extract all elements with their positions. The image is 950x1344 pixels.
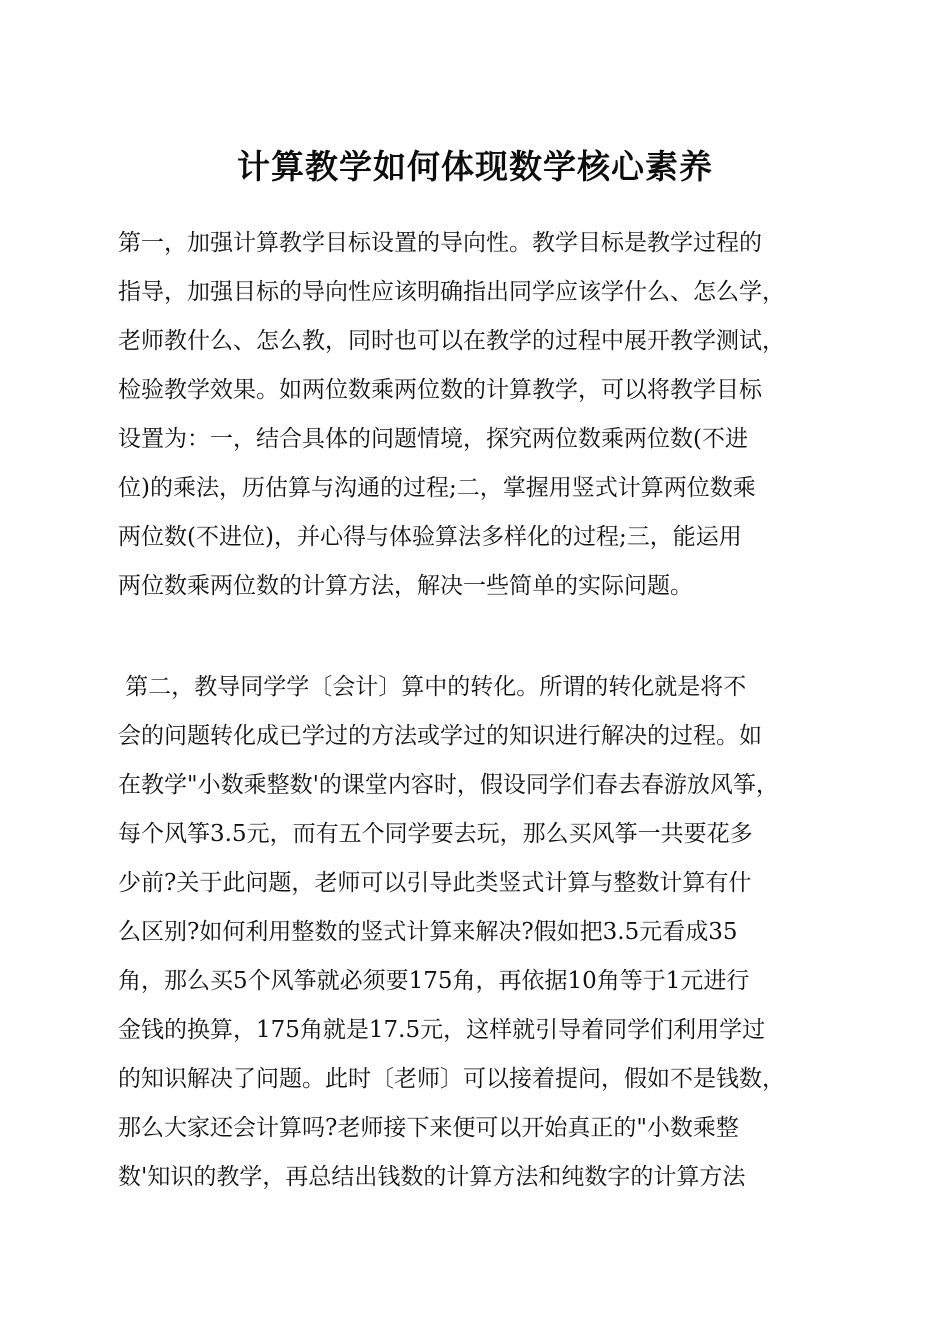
paragraph-line: 位)的乘法，历估算与沟通的过程;二，掌握用竖式计算两位数乘 <box>118 475 756 501</box>
paragraph-line: 在教学"小数乘整数'的课堂内容时，假设同学们春去春游放风筝， <box>118 772 779 798</box>
document-title: 计算教学如何体现数学核心素养 <box>237 147 713 186</box>
paragraph-line: 会的问题转化成已学过的方法或学过的知识进行解决的过程。如 <box>118 723 762 749</box>
paragraph-2 <box>118 663 838 1202</box>
paragraph-line: 角，那么买5个风筝就必须要175角，再依据10角等于1元进行 <box>118 968 750 994</box>
paragraph-line: 那么大家还会计算吗?老师接下来便可以开始真正的"小数乘整 <box>118 1115 739 1141</box>
paragraph-line: 么区别?如何利用整数的竖式计算来解决?假如把3.5元看成35 <box>118 919 738 945</box>
paragraph-line: 金钱的换算，175角就是17.5元，这样就引导着同学们利用学过 <box>118 1017 766 1043</box>
paragraph-line: 两位数(不进位)，并心得与体验算法多样化的过程;三，能运用 <box>118 524 742 550</box>
paragraph-line: 第二，教导同学学〔会计〕算中的转化。所谓的转化就是将不 <box>118 674 747 700</box>
paragraph-line: 少前?关于此问题，老师可以引导此类竖式计算与整数计算有什 <box>118 870 752 896</box>
paragraph-line: 设置为：一，结合具体的问题情境，探究两位数乘两位数(不进 <box>118 426 748 452</box>
paragraph-line: 老师教什么、怎么教，同时也可以在教学的过程中展开教学测试， <box>118 328 785 354</box>
paragraph-line: 第一，加强计算教学目标设置的导向性。教学目标是教学过程的 <box>118 230 762 256</box>
paragraph-line: 的知识解决了问题。此时〔老师〕可以接着提问，假如不是钱数， <box>118 1066 785 1092</box>
paragraph-line: 数'知识的教学，再总结出钱数的计算方法和纯数字的计算方法 <box>118 1164 746 1190</box>
paragraph-line: 每个风筝3.5元，而有五个同学要去玩，那么买风筝一共要花多 <box>118 821 753 847</box>
paragraph-1 <box>118 219 838 611</box>
paragraph-line: 检验教学效果。如两位数乘两位数的计算教学，可以将教学目标 <box>118 377 762 403</box>
paragraph-line: 指导，加强目标的导向性应该明确指出同学应该学什么、怎么学， <box>118 279 785 305</box>
paragraph-line: 两位数乘两位数的计算方法，解决一些简单的实际问题。 <box>118 573 693 599</box>
